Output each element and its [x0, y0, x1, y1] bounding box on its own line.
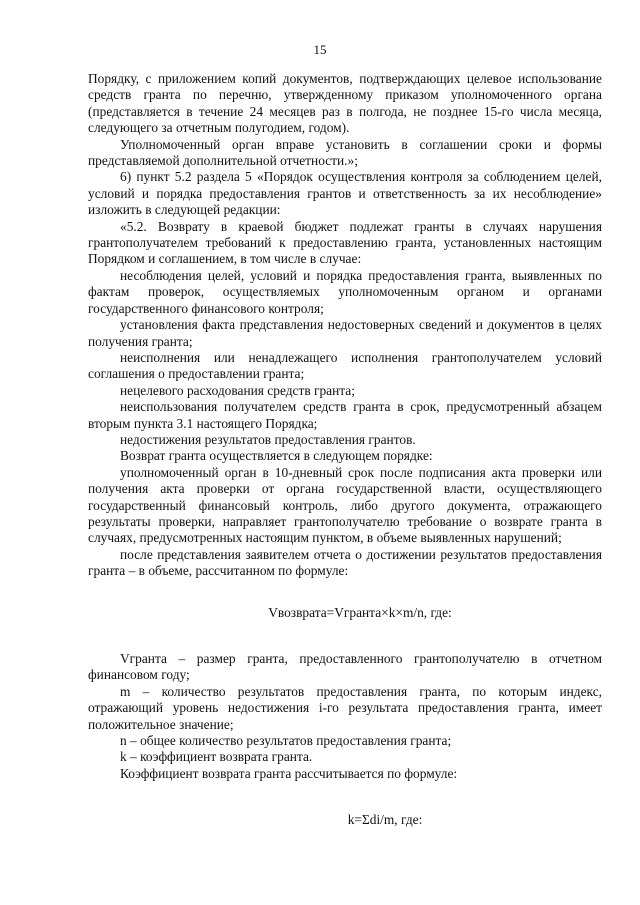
document-body [88, 71, 602, 829]
formula-coefficient: k=Σdi/m, где: [347, 812, 423, 828]
list-item: несоблюдения целей, условий и порядка предоставления гранта, выявленных по фактам проверок, осуществляемых уполномоченным органом и органами государственного финансового контроля; [88, 267, 602, 316]
definition: Vгранта – размер гранта, предоставленного грантополучателю в отчетном финансовом году; [88, 651, 602, 683]
page-number: 15 [313, 42, 327, 57]
list-item: после представления заявителем отчета о достижении результатов предоставления гранта – в объеме, рассчитанном по формуле: [88, 546, 602, 579]
paragraph-5-2: «5.2. Возврату в краевой бюджет подлежат гранты в случаях нарушения грантополучателем требований к предоставлению гранта, установленных настоящим Порядком и соглашением, в том числе в случае: [88, 218, 602, 267]
list-item: неисполнения или ненадлежащего исполнения грантополучателем условий соглашения о предоставлении гранта; [88, 349, 602, 382]
list-item: уполномоченный орган в 10-дневный срок после подписания акта проверки или получения акта проверки от органа государственной власти, осуществляющего государственный финансовый контроль, либо другого документа, отражающего результаты проверки, направляет грантополучателю требование о возврате гранта в случаях, предусмотренных настоящим пунктом, в объеме выявленных нарушений; [88, 464, 602, 546]
definition: n – общее количество результатов предоставления гранта; [120, 733, 452, 749]
paragraph: Уполномоченный орган вправе установить в соглашении сроки и формы представляемой дополнительной отчетности.»; [88, 136, 602, 169]
definition: k – коэффициент возврата гранта. [120, 749, 313, 765]
paragraph-item-6: 6) пункт 5.2 раздела 5 «Порядок осуществления контроля за соблюдением целей, условий и порядка предоставления грантов и ответственность за их несоблюдение» изложить в следующей редакции: [88, 169, 602, 218]
list-item: нецелевого расходования средств гранта; [120, 382, 355, 398]
paragraph: Коэффициент возврата гранта рассчитывается по формуле: [120, 765, 458, 781]
list-item: неиспользования получателем средств гранта в срок, предусмотренный абзацем вторым пункта 3.1 настоящего Порядка; [88, 399, 602, 431]
definition: m – количество результатов предоставления гранта, по которым индекс, отражающий уровень недостижения i-го результата предоставления гранта, имеет положительное значение; [88, 683, 602, 732]
list-item: недостижения результатов предоставления грантов. [120, 431, 416, 447]
paragraph-continuation: Порядку, с приложением копий документов, подтверждающих целевое использование средств гранта по перечню, утвержденному приказом уполномоченного органа (представляется в течение 24 месяцев раз в полгода, не позднее 15-го числа месяца, следующего за отчетным полугодием, годом). [88, 71, 602, 136]
paragraph: Возврат гранта осуществляется в следующем порядке: [120, 448, 433, 464]
formula-refund: Vвозврата=Vгранта×k×m/n, где: [268, 604, 452, 620]
list-item: установления факта представления недостоверных сведений и документов в целях получения гранта; [88, 317, 602, 349]
